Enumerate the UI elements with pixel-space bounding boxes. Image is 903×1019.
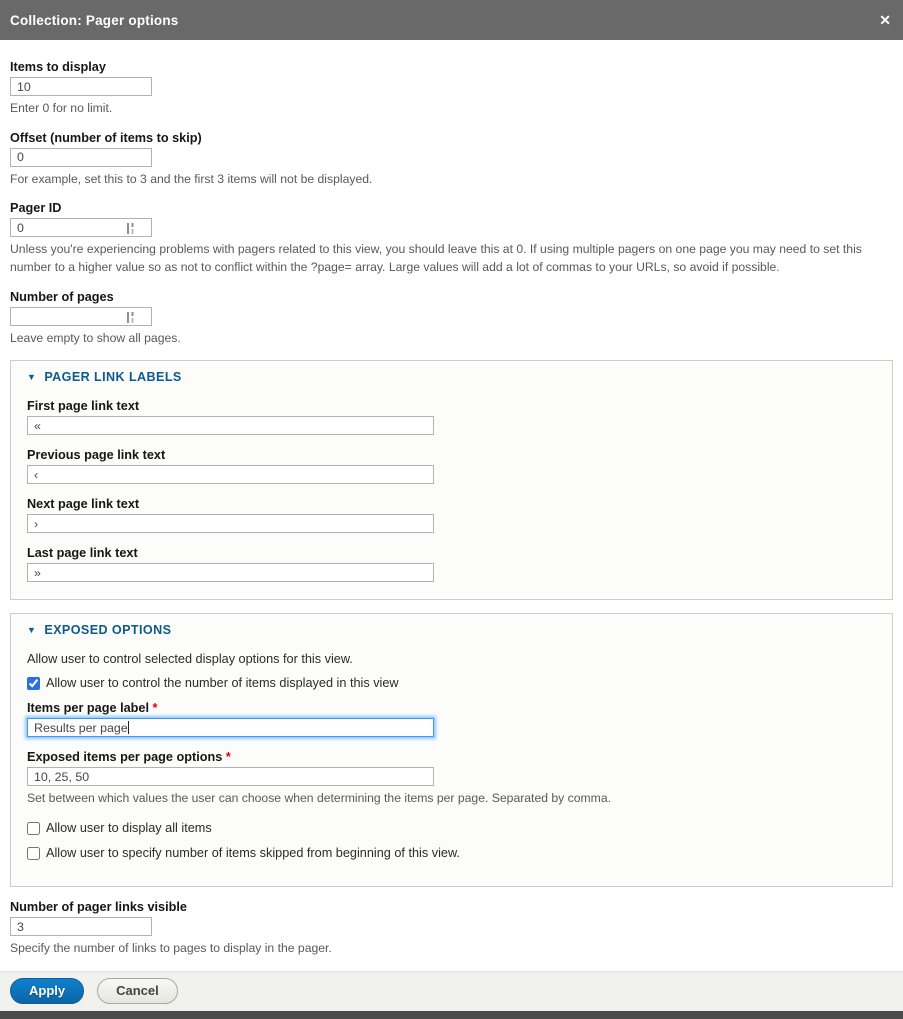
allow-display-all-checkbox[interactable]: [27, 822, 40, 835]
items-per-page-label-text: Items per page label: [27, 701, 149, 716]
allow-specify-skipped-row: [27, 846, 876, 860]
dialog-header: [0, 0, 903, 40]
pager-id-label: Pager ID: [10, 201, 62, 216]
allow-control-items-checkbox[interactable]: [27, 677, 40, 690]
required-marker: *: [225, 750, 231, 765]
exposed-options-legend-text: EXPOSED OPTIONS: [44, 623, 172, 638]
pager-link-labels-legend-text: PAGER LINK LABELS: [44, 370, 182, 385]
pager-links-visible-label: Number of pager links visible: [10, 900, 187, 915]
allow-specify-skipped-checkbox[interactable]: [27, 847, 40, 860]
pager-id-description: Unless you're experiencing problems with pagers related to this view, you should leave this at 0. If using multiple pagers on one page you may need to set this number to a higher value so as not to conflict within the ?page= array. Large values will add a lot of commas to your URLs, so avoid if possible.: [10, 242, 862, 275]
allow-specify-skipped-label[interactable]: Allow user to specify number of items skipped from beginning of this view.: [46, 846, 460, 861]
items-to-display-description: Enter 0 for no limit.: [10, 101, 113, 115]
text-caret: [128, 721, 129, 734]
offset-field: [10, 131, 893, 189]
first-page-link-label: First page link text: [27, 399, 140, 414]
items-per-page-label-label: [27, 701, 876, 715]
exposed-items-options-input[interactable]: [27, 767, 434, 786]
close-icon[interactable]: ✕: [879, 12, 891, 28]
cancel-button[interactable]: Cancel: [97, 978, 178, 1004]
exposed-items-options-description: Set between which values the user can choose when determining the items per page. Separated by comma.: [27, 791, 611, 806]
pager-links-visible-description: Specify the number of links to pages to display in the pager.: [10, 941, 332, 956]
first-page-link-field: [27, 399, 876, 435]
next-page-link-field: [27, 497, 876, 533]
fieldset-pager-link-labels: [10, 360, 893, 600]
fieldset-exposed-options: [10, 613, 893, 887]
allow-control-items-label[interactable]: Allow user to control the number of items displayed in this view: [46, 676, 399, 691]
exposed-options-legend[interactable]: [27, 623, 876, 637]
number-of-pages-label: Number of pages: [10, 289, 114, 304]
number-of-pages-input[interactable]: [10, 307, 152, 326]
number-of-pages-field: [10, 290, 893, 348]
previous-page-link-label: Previous page link text: [27, 448, 166, 463]
exposed-options-intro: Allow user to control selected display options for this view.: [27, 652, 353, 667]
items-per-page-label-field: [27, 701, 876, 737]
apply-button[interactable]: Apply: [10, 978, 84, 1004]
dialog-title: Collection: Pager options: [10, 12, 179, 28]
dialog-footer: [0, 971, 903, 1011]
items-to-display-input[interactable]: [10, 77, 152, 96]
offset-input[interactable]: [10, 148, 152, 167]
page-background-strip: [0, 1011, 903, 1019]
offset-label: Offset (number of items to skip): [10, 130, 202, 145]
previous-page-link-input[interactable]: [27, 465, 434, 484]
items-to-display-label: Items to display: [10, 60, 106, 74]
first-page-link-input[interactable]: [27, 416, 434, 435]
allow-display-all-row: [27, 821, 876, 835]
exposed-items-options-label-text: Exposed items per page options: [27, 750, 223, 765]
items-to-display-field: [10, 60, 893, 118]
last-page-link-label: Last page link text: [27, 546, 138, 561]
pager-links-visible-field: [10, 900, 893, 958]
next-page-link-label: Next page link text: [27, 497, 140, 512]
previous-page-link-field: [27, 448, 876, 484]
allow-display-all-label[interactable]: Allow user to display all items: [46, 821, 212, 836]
pager-link-labels-legend[interactable]: [27, 370, 876, 384]
exposed-items-options-label: [27, 750, 876, 764]
dialog-content: [0, 40, 903, 971]
last-page-link-input[interactable]: [27, 563, 434, 582]
allow-control-items-row: [27, 676, 876, 690]
number-of-pages-description: Leave empty to show all pages.: [10, 330, 181, 345]
last-page-link-field: [27, 546, 876, 582]
collapse-arrow-icon: ▼: [27, 624, 37, 635]
pager-id-input[interactable]: [10, 218, 152, 237]
items-per-page-label-input[interactable]: [27, 718, 434, 737]
exposed-items-options-field: [27, 750, 876, 808]
offset-description: For example, set this to 3 and the first 3 items will not be displayed.: [10, 171, 373, 186]
pager-links-visible-input[interactable]: [10, 917, 152, 936]
collapse-arrow-icon: ▼: [27, 371, 37, 382]
required-marker: *: [152, 701, 158, 716]
next-page-link-input[interactable]: [27, 514, 434, 533]
pager-id-field: [10, 201, 893, 276]
